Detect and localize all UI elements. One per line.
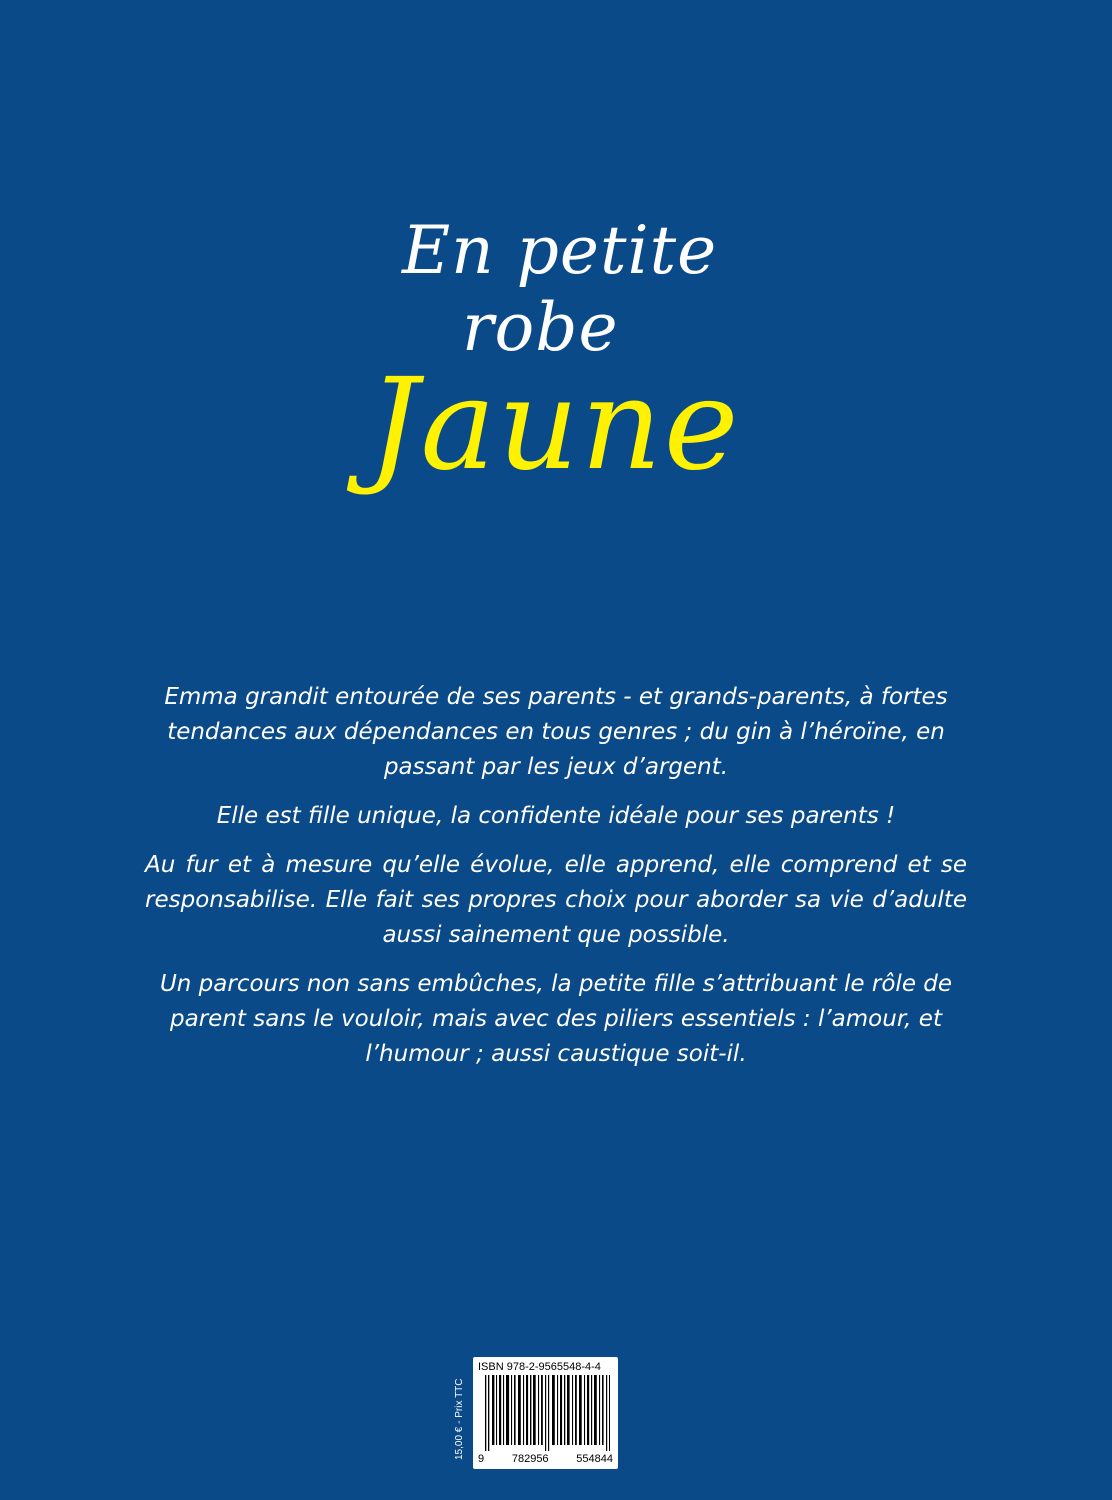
price-label: 15,00 € - Prix TTC — [454, 1378, 465, 1460]
isbn-barcode — [473, 1357, 618, 1469]
isbn-number: ISBN 978-2-9565548-4-4 — [478, 1361, 601, 1373]
summary-paragraph-1: Emma grandit entourée de ses parents - et grands-parents, à fortes tendances aux dépendances en tous genres ; du gin à l’héroïne, en passant par les jeux d’argent. — [164, 684, 948, 780]
barcode-digits — [478, 1453, 613, 1465]
title-line-jaune: Jaune — [368, 351, 741, 498]
book-title — [350, 190, 770, 530]
barcode-digit-prefix: 9 — [478, 1453, 485, 1465]
summary-paragraph-2: Elle est fille unique, la confidente idéale pour ses parents ! — [216, 803, 896, 829]
summary-paragraph-4: Un parcours non sans embûches, la petite fille s’attribuant le rôle de parent sans le vouloir, mais avec des piliers essentiels : l’amour, et l’humour ; aussi caustique soit-il. — [159, 971, 953, 1067]
title-line-en-petite: En petite — [402, 212, 718, 289]
barcode-digit-group-left: 782956 — [511, 1453, 549, 1465]
title-line-robe: robe — [462, 289, 619, 366]
barcode-bars — [485, 1375, 610, 1451]
summary-paragraph-3: Au fur et à mesure qu’elle évolue, elle apprend, elle comprend et se responsabilise. Elle fait ses propres choix pour aborder sa vie d’adulte aussi sainement que possible. — [145, 852, 967, 948]
book-summary — [145, 680, 967, 1086]
barcode-digit-group-right: 554844 — [576, 1453, 613, 1465]
